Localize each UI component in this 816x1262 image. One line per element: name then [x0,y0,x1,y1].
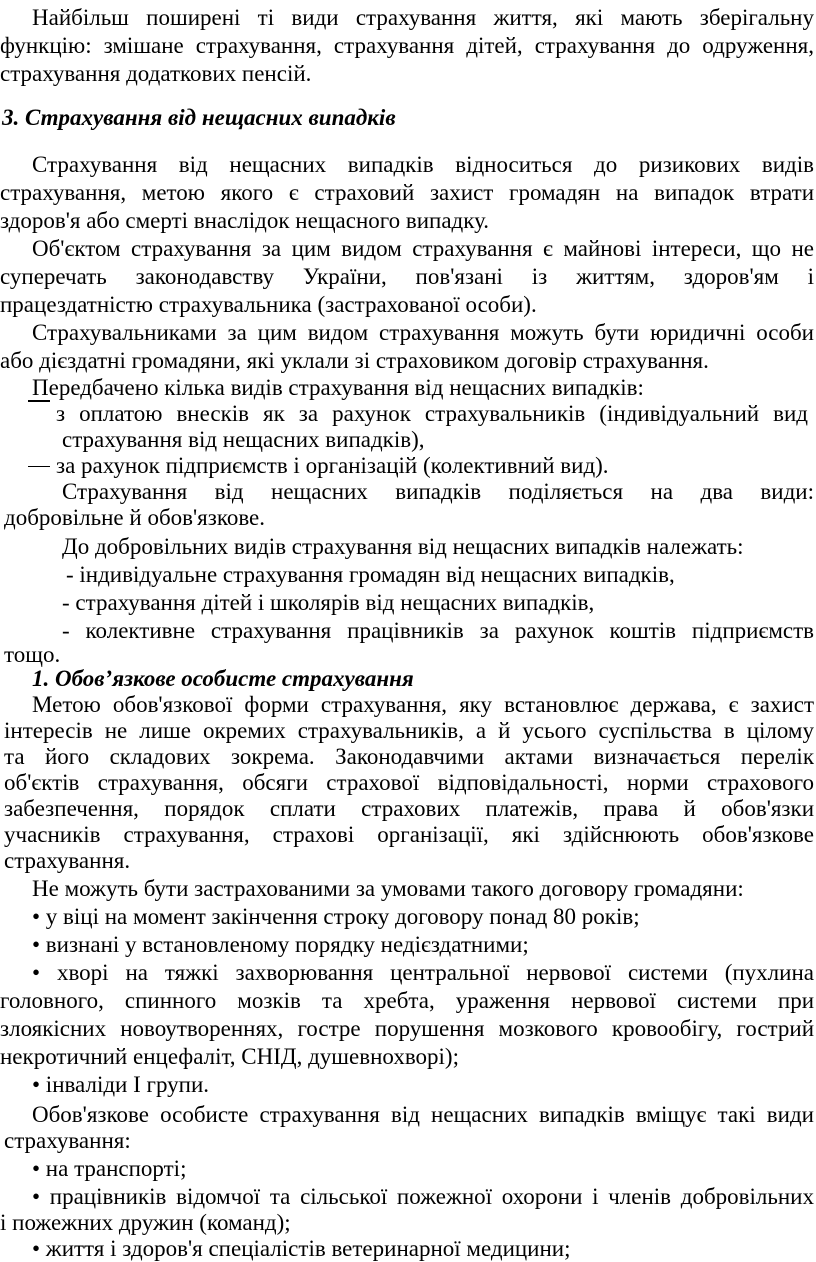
paragraph-line: здоров'я або смерті внаслідок нещасного випадку. [0,208,490,233]
list-item: - індивідуальне страхування громадян від нещасних випадків, [66,562,675,587]
paragraph-line: Метою обов'язкової форми страхування, яку встановлює держава, є захист [32,692,814,717]
list-item-text: за рахунок підприємств і організацій (колективний вид). [56,453,609,478]
bullet-item-line: і пожежних дружин (команд); [0,1210,291,1235]
paragraph-line: працездатністю страхувальника (застрахованої особи). [0,292,537,317]
bullet-item: • працівників відомчої та сільської пожежної охорони і членів добровільних [32,1184,814,1209]
bullet-item-line: некротичний енцефаліт, СНІД, душевнохворі); [0,1044,459,1069]
bullet-item: • визнані у встановленому порядку недієздатними; [32,932,529,957]
dash-list-item [28,401,814,427]
paragraph-line: добровільне й обов'язкове. [4,505,266,530]
paragraph-line: або дієздатні громадяни, які уклали зі страховиком договір страхування. [0,348,709,373]
paragraph-line: Обов'язкове особисте страхування від нещасних випадків вміщує такі види [32,1102,814,1127]
list-item-text: страхування від нещасних випадків), [62,427,425,452]
paragraph-line: Об'єктом страхування за цим видом страхування є майнові інтереси, що не [32,236,814,261]
paragraph-line: та його складових зокрема. Законодавчими актами визначається перелік [4,744,814,769]
dash-bullet-icon [28,466,50,468]
paragraph-line: Страхувальниками за цим видом страхування можуть бути юридичні особи [32,320,814,345]
bullet-item-line: злоякісних новоутвореннях, гостре порушення мозкового кровообігу, гострий [0,1016,814,1041]
list-item-text: з оплатою внесків як за рахунок страхувальників (індивідуальний вид [56,401,808,426]
bullet-item: • життя і здоров'я спеціалістів ветеринарної медицини; [32,1236,571,1261]
paragraph-line: учасників страхування, страхові організації, які здійснюють обов'язкове [4,822,814,847]
paragraph-line: До добровільних видів страхування від нещасних випадків належать: [62,534,744,559]
paragraph-line: Не можуть бути застрахованими за умовами такого договору громадяни: [32,876,744,901]
dash-list-item [28,453,609,479]
list-item: тощо. [4,642,61,667]
list-item: - колективне страхування працівників за рахунок коштів підприємств [62,618,814,643]
dash-bullet-icon [28,400,50,402]
bullet-item: • інваліди І групи. [32,1072,210,1097]
paragraph-line: об'єктів страхування, обсяги страхової відповідальності, норми страхового [4,770,814,795]
paragraph-line: Найбільш поширені ті види страхування життя, які мають зберігальну [32,5,814,30]
section-heading: 3. Страхування від нещасних випадків [2,105,396,130]
section-heading: 1. Обов’язкове особисте страхування [32,666,414,691]
paragraph-line: функцію: змішане страхування, страхування дітей, страхування до одруження, [0,33,814,58]
bullet-item: • хворі на тяжкі захворювання центральної нервової системи (пухлина [32,960,814,985]
bullet-item: • у віці на момент закінчення строку договору понад 80 років; [32,904,640,929]
bullet-item-line: головного, спинного мозків та хребта, ураження нервової системи при [0,988,814,1013]
list-item: - страхування дітей і школярів від нещасних випадків, [62,590,595,615]
paragraph-line: забезпечення, порядок сплати страхових платежів, права й обов'язки [4,796,814,821]
paragraph-line: страхування додаткових пенсій. [0,61,312,86]
paragraph-line: Страхування від нещасних випадків поділяється на два види: [62,479,814,504]
paragraph-line: страхування: [4,1128,131,1153]
paragraph-line: страхування. [4,848,131,873]
paragraph-line: Страхування від нещасних випадків відноситься до ризикових видів [32,152,814,177]
paragraph-line: Передбачено кілька видів страхування від нещасних випадків: [32,375,644,400]
bullet-item: • на транспорті; [32,1156,187,1181]
paragraph-line: інтересів не лише окремих страхувальників, а й усього суспільства в цілому [4,718,814,743]
paragraph-line: страхування, метою якого є страховий захист громадян на випадок втрати [0,180,814,205]
paragraph-line: суперечать законодавству України, пов'язані із життям, здоров'ям і [0,264,814,289]
